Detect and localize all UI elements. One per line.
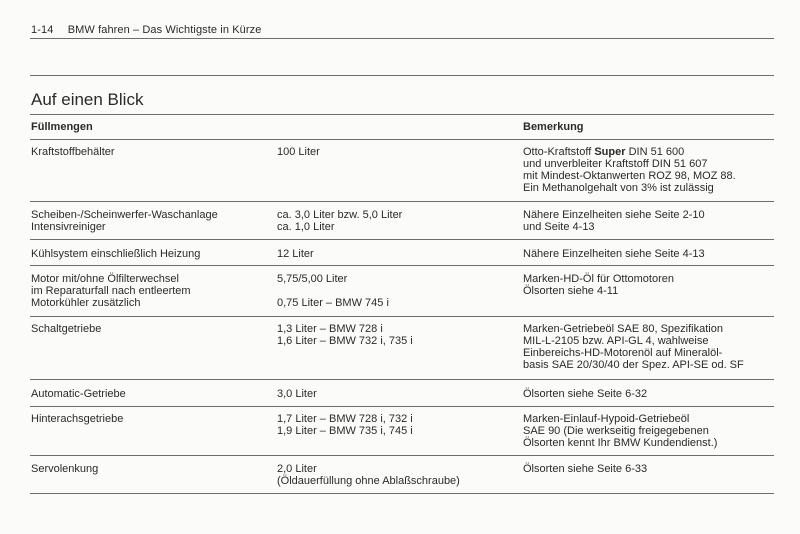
row-rule <box>30 201 774 202</box>
remark-line: Nähere Einzelheiten siehe Seite 2-10 <box>523 209 705 221</box>
table-row-remark <box>523 273 674 297</box>
header-rule <box>30 38 774 39</box>
item-line: Kühlsystem einschließlich Heizung <box>31 248 201 260</box>
remark-line: Einbereichs-HD-Motorenöl auf Mineralöl- <box>523 347 723 359</box>
remark-text: Otto-Kraftstoff <box>523 146 595 158</box>
table-row-remark <box>523 388 647 400</box>
remark-line: Ölsorten kennt Ihr BMW Kundendienst.) <box>523 437 718 449</box>
amount-line: (Öldauerfüllung ohne Ablaßschraube) <box>277 475 460 487</box>
remark-line: MIL-L-2105 bzw. API-GL 4, wahlweise <box>523 335 709 347</box>
amount-line: 0,75 Liter – BMW 745 i <box>277 297 389 309</box>
row-rule <box>30 316 774 317</box>
remark-line: Marken-Getriebeöl SAE 80, Spezifikation <box>523 323 723 335</box>
remark-line: Ölsorten siehe Seite 6-33 <box>523 463 648 475</box>
remark-line: Marken-HD-Öl für Ottomotoren <box>523 273 674 285</box>
page-header <box>31 24 261 36</box>
table-row-item <box>31 413 123 425</box>
amount-spacer <box>277 285 389 297</box>
amount-line: 1,7 Liter – BMW 728 i, 732 i <box>277 413 413 425</box>
table-row-item <box>31 146 115 158</box>
amount-line: 1,9 Liter – BMW 735 i, 745 i <box>277 425 413 437</box>
table-row-remark <box>523 413 717 449</box>
table-row-remark <box>523 209 705 233</box>
amount-line: 5,75/5,00 Liter <box>277 273 348 285</box>
table-row-amount <box>277 273 389 309</box>
table-row-amount <box>277 388 317 400</box>
title-rule <box>30 114 774 115</box>
table-row-item <box>31 388 126 400</box>
column-header-fuellmengen: Füllmengen <box>31 121 93 133</box>
table-row-amount <box>277 248 314 260</box>
table-row-amount <box>277 209 402 233</box>
item-line: Servolenkung <box>31 463 99 475</box>
table-row-amount <box>277 413 413 437</box>
table-row-remark <box>523 146 736 194</box>
row-rule <box>30 379 774 380</box>
remark-line: Nähere Einzelheiten siehe Seite 4-13 <box>523 248 705 260</box>
remark-text: DIN 51 600 <box>625 146 685 158</box>
amount-line: 12 Liter <box>277 248 314 260</box>
table-row-remark <box>523 463 647 475</box>
remark-line: SAE 90 (Die werkseitig freigegebenen <box>523 425 709 437</box>
divider-rule <box>30 75 774 76</box>
remark-line: Ölsorten siehe Seite 6-32 <box>523 388 648 400</box>
table-row-item <box>31 209 218 233</box>
item-line: Scheiben-/Scheinwerfer-Waschanlage <box>31 209 218 221</box>
item-line: Intensivreiniger <box>31 221 106 233</box>
item-line: Motorkühler zusätzlich <box>31 297 141 309</box>
table-row-item <box>31 248 200 260</box>
remark-line: basis SAE 20/30/40 der Spez. API-SE od. SF <box>523 359 744 371</box>
table-row-amount <box>277 463 460 487</box>
remark-line: und unverbleiter Kraftstoff DIN 51 607 <box>523 158 708 170</box>
row-rule <box>30 493 774 494</box>
row-rule <box>30 406 774 407</box>
amount-line: ca. 3,0 Liter bzw. 5,0 Liter <box>277 209 403 221</box>
chapter-title: BMW fahren – Das Wichtigste in Kürze <box>67 24 262 36</box>
remark-line: Ein Methanolgehalt von 3% ist zulässig <box>523 182 714 194</box>
table-row-item <box>31 463 98 475</box>
remark-emphasis: Super <box>594 146 626 158</box>
item-line: Motor mit/ohne Ölfilterwechsel <box>31 273 179 285</box>
row-rule <box>30 265 774 266</box>
row-rule <box>30 239 774 240</box>
amount-line: 100 Liter <box>277 146 320 158</box>
column-header-bemerkung: Bemerkung <box>523 121 584 133</box>
amount-line: 2,0 Liter <box>277 463 317 475</box>
item-line: im Reparaturfall nach entleertem <box>31 285 191 297</box>
table-row-item <box>31 323 101 335</box>
item-line: Automatic-Getriebe <box>31 388 126 400</box>
row-rule <box>30 455 774 456</box>
item-line: Hinterachsgetriebe <box>31 413 124 425</box>
amount-line: 1,6 Liter – BMW 732 i, 735 i <box>277 335 413 347</box>
table-row-item <box>31 273 191 309</box>
table-row-remark <box>523 248 705 260</box>
table-row-amount <box>277 146 320 158</box>
item-line: Schaltgetriebe <box>31 323 102 335</box>
remark-line: und Seite 4-13 <box>523 221 595 233</box>
remark-line <box>523 146 736 158</box>
remark-line: Ölsorten siehe 4-11 <box>523 285 619 297</box>
remark-line: Marken-Einlauf-Hypoid-Getriebeöl <box>523 413 690 425</box>
amount-line: ca. 1,0 Liter <box>277 221 335 233</box>
amount-line: 1,3 Liter – BMW 728 i <box>277 323 383 335</box>
table-row-amount <box>277 323 413 347</box>
remark-line: mit Mindest-Oktanwerten ROZ 98, MOZ 88. <box>523 170 736 182</box>
table-row-remark <box>523 323 744 371</box>
column-header-rule <box>30 139 774 140</box>
section-title: Auf einen Blick <box>31 90 144 109</box>
item-line: Kraftstoffbehälter <box>31 146 115 158</box>
amount-line: 3,0 Liter <box>277 388 317 400</box>
page-number: 1-14 <box>31 24 54 36</box>
